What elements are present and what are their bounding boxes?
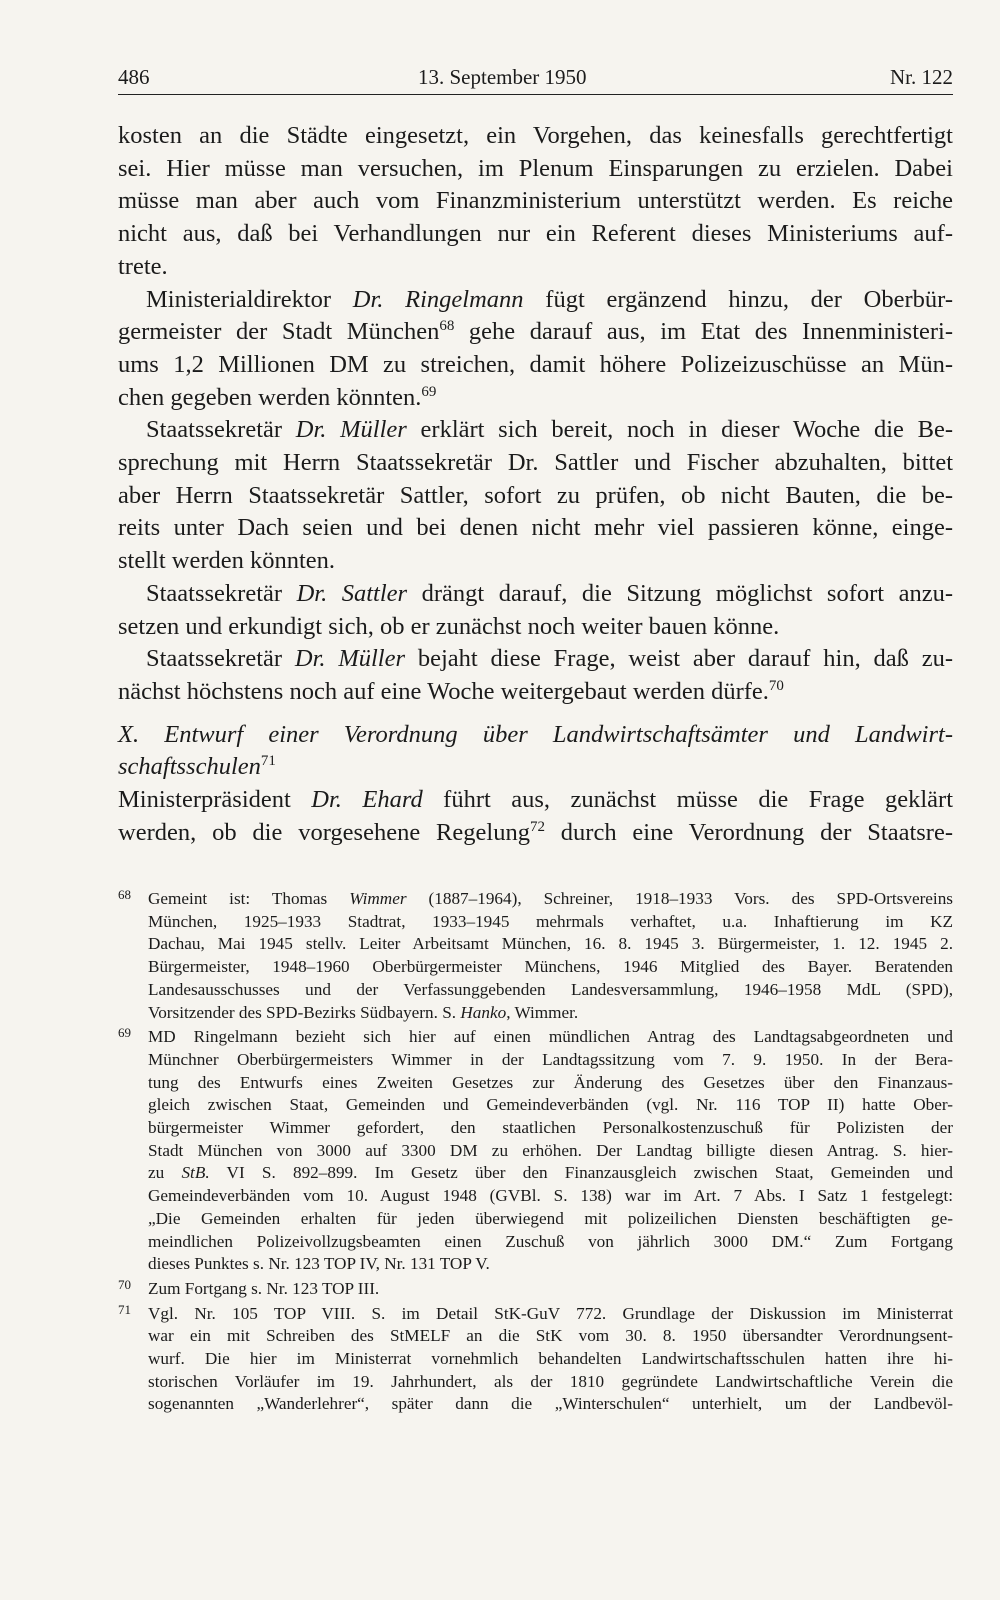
person-name: Dr. Ehard <box>311 786 423 814</box>
footnote-number: 68 <box>118 887 131 902</box>
footnote-line: Dachau, Mai 1945 stellv. Leiter Arbeitsamt München, 16. 8. 1945 3. Bürgermeister, 1. 12. 1945 2. <box>148 934 953 954</box>
text-line: aber Herrn Staatssekretär Sattler, sofort zu prüfen, ob nicht Bauten, die be- <box>118 481 953 509</box>
text-line <box>118 316 953 349</box>
footnote-line: Landesausschusses und der Verfassunggebenden Landesversammlung, 1946–1958 MdL (SPD), <box>148 979 953 999</box>
text-line <box>118 784 953 817</box>
footnote-71 <box>118 1303 953 1417</box>
footnote-line: Bürgermeister, 1948–1960 Oberbürgermeister Münchens, 1946 Mitglied des Bayer. Beratenden <box>148 957 953 977</box>
text-run: nächst höchstens noch auf eine Woche weitergebaut werden dürfe. <box>118 677 769 705</box>
text-line <box>118 817 953 850</box>
person-name: Dr. Müller <box>295 416 407 444</box>
text-line <box>118 578 953 611</box>
footnote-line: meindlichen Polizeivollzugsbeamten einen Zuschuß von jährlich 3000 DM.“ Zum Fortgang <box>148 1231 953 1251</box>
section-heading <box>118 751 953 784</box>
text-run: bejaht diese Frage, weist aber darauf hin, daß zu- <box>405 645 953 673</box>
text-line: ums 1,2 Millionen DM zu streichen, damit höhere Polizeizuschüsse an Mün- <box>118 350 953 378</box>
footnote-line: „Die Gemeinden erhalten für jeden überwiegend mit polizeilichen Diensten beschäftigten ge- <box>148 1208 953 1228</box>
person-name: Dr. Ringelmann <box>352 285 524 313</box>
footnote-line: Vgl. Nr. 105 TOP VIII. S. im Detail StK-GuV 772. Grundlage der Diskussion im Ministerrat <box>148 1303 953 1323</box>
text-run: durch eine Verordnung der Staatsre- <box>544 818 954 846</box>
text-line: sprechung mit Herrn Staatssekretär Dr. Sattler und Fischer abzuhalten, bittet <box>118 449 953 477</box>
text-run: Staatssekretär <box>146 645 295 673</box>
text-line: kosten an die Städte eingesetzt, ein Vorgehen, das keinesfalls gerechtfertigt <box>118 122 953 149</box>
footnote-line: Zum Fortgang s. Nr. 123 TOP III. <box>148 1278 380 1298</box>
text-run: Vorsitzender des SPD-Bezirks Südbayern. S. <box>148 1002 461 1022</box>
text-run: Staatssekretär <box>146 416 296 444</box>
text-run: drängt darauf, die Sitzung möglichst sofort anzu- <box>407 579 954 607</box>
person-name: Dr. Sattler <box>296 579 408 607</box>
text-line <box>118 643 953 676</box>
footnote-68 <box>118 888 953 1024</box>
text-run: , Wimmer. <box>506 1002 579 1022</box>
footnote-line: Stadt München von 3000 auf 3300 DM zu erhöhen. Der Landtag billigte diesen Antrag. S. hier- <box>148 1140 953 1160</box>
main-text <box>118 120 953 849</box>
footnote-line: Münchner Oberbürgermeisters Wimmer in der Landtagssitzung vom 7. 9. 1950. In der Bera- <box>148 1049 953 1069</box>
footnote-line: München, 1925–1933 Stadtrat, 1933–1945 mehrmals verhaftet, u.a. Inhaftierung im KZ <box>148 911 953 931</box>
text-run: führt aus, zunächst müsse die Frage geklärt <box>422 786 953 814</box>
footnote-line <box>148 1002 953 1025</box>
running-header <box>118 60 953 95</box>
text-run: chen gegeben werden könnten. <box>118 383 422 411</box>
footnote-ref[interactable]: 68 <box>439 318 455 335</box>
source-abbrev: StB. <box>181 1163 210 1183</box>
person-name: Wimmer <box>349 889 407 908</box>
page-number: 486 <box>118 65 150 89</box>
footnote-line: tung des Entwurfs eines Zweiten Gesetzes zur Änderung des Gesetzes über den Finanzaus- <box>148 1072 953 1092</box>
text-line: trete. <box>118 252 168 280</box>
footnote-ref[interactable]: 72 <box>529 818 545 835</box>
text-line <box>118 676 953 709</box>
person-name: Hanko <box>460 1002 507 1022</box>
footnote-line: Gemeindeverbänden vom 10. August 1948 (GVBl. S. 138) war im Art. 7 Abs. I Satz 1 festgelegt: <box>148 1186 953 1206</box>
text-run: Gemeint ist: Thomas <box>148 889 350 908</box>
text-line <box>118 284 953 317</box>
text-line: sei. Hier müsse man versuchen, im Plenum Einsparungen zu erzielen. Dabei <box>118 154 953 182</box>
footnote-number: 70 <box>118 1276 131 1292</box>
footnote-line <box>148 888 953 911</box>
footnote-line: bürgermeister Wimmer gefordert, den staatlichen Personalkostenzuschuß für Polizisten der <box>148 1118 953 1138</box>
footnote-line: storischen Vorläufer im 19. Jahrhundert, als der 1810 gegründete Landwirtschaftliche Verein die <box>148 1371 953 1391</box>
text-line: reits unter Dach seien und bei denen nicht mehr viel passieren könne, einge- <box>118 514 953 542</box>
header-date: 13. September 1950 <box>418 65 587 89</box>
text-line: müsse man aber auch vom Finanzministerium unterstützt werden. Es reiche <box>118 187 953 215</box>
text-run: germeister der Stadt München <box>118 318 440 346</box>
text-run: Ministerpräsident <box>118 786 312 814</box>
footnote-line: sogenannten „Wanderlehrer“, später dann die „Winterschulen“ unterhielt, um der Landbevöl- <box>148 1394 953 1414</box>
footnote-ref[interactable]: 70 <box>768 677 784 694</box>
text-line: nicht aus, daß bei Verhandlungen nur ein Referent dieses Ministeriums auf- <box>118 220 953 248</box>
footnote-69 <box>118 1026 953 1276</box>
section-heading: X. Entwurf einer Verordnung über Landwirtschaftsämter und Landwirt- <box>118 720 953 748</box>
footnote-number: 69 <box>118 1025 131 1041</box>
footnotes <box>118 888 953 1418</box>
footnote-ref[interactable]: 71 <box>260 753 276 770</box>
text-run: schaftsschulen <box>118 753 261 781</box>
text-run: gehe darauf aus, im Etat des Innenministeri- <box>454 318 954 346</box>
footnote-70 <box>118 1278 953 1301</box>
footnote-number: 71 <box>118 1301 131 1317</box>
spacer <box>118 709 953 719</box>
text-run: Staatssekretär <box>146 579 297 607</box>
footnote-line <box>148 1162 953 1185</box>
text-run: Ministerialdirektor <box>146 285 353 313</box>
text-line <box>118 382 953 415</box>
person-name: Dr. Müller <box>294 645 406 673</box>
text-run: werden, ob die vorgesehene Regelung <box>118 818 530 846</box>
text-run: erklärt sich bereit, noch in dieser Woche die Be- <box>406 416 954 444</box>
text-run: fügt ergänzend hinzu, der Oberbür- <box>523 285 953 313</box>
text-run: (1887–1964), Schreiner, 1918–1933 Vors. des SPD-Ortsvereins <box>406 889 953 908</box>
text-run: zu <box>148 1163 182 1183</box>
footnote-line: dieses Punktes s. Nr. 123 TOP IV, Nr. 131 TOP V. <box>148 1254 490 1274</box>
footnote-line: gleich zwischen Staat, Gemeinden und Gemeindeverbänden (vgl. Nr. 116 TOP II) hatte Ober- <box>148 1095 953 1115</box>
text-line: stellt werden könnten. <box>118 547 336 575</box>
document-number: Nr. 122 <box>890 65 953 89</box>
text-line <box>118 414 953 447</box>
text-run: VI S. 892–899. Im Gesetz über den Finanzausgleich zwischen Staat, Gemeinden und <box>209 1163 953 1183</box>
footnote-line: MD Ringelmann bezieht sich hier auf einen mündlichen Antrag des Landtagsabgeordneten und <box>148 1027 953 1047</box>
footnote-line: war ein mit Schreiben des StMELF an die StK vom 30. 8. 1950 übersandter Verordnungsent- <box>148 1326 953 1346</box>
footnote-line: wurf. Die hier im Ministerrat vornehmlich behandelten Landwirtschaftsschulen hatten ihre hi- <box>148 1349 953 1369</box>
footnote-ref[interactable]: 69 <box>421 383 437 400</box>
text-line: setzen und erkundigt sich, ob er zunächst noch weiter bauen könne. <box>118 612 780 640</box>
